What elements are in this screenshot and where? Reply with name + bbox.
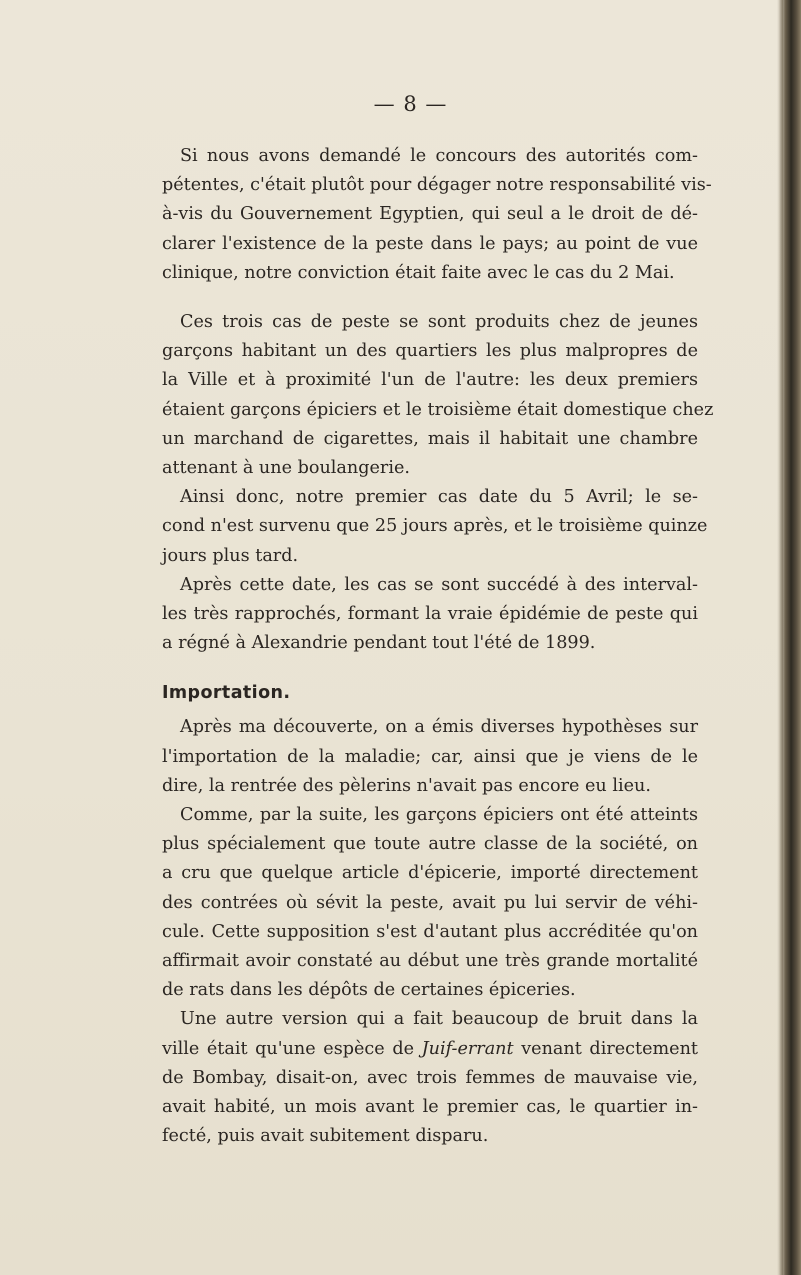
heading-gap bbox=[162, 658, 698, 679]
text-line: Après cette date, les cas se sont succédé à des interval- bbox=[180, 574, 698, 595]
emphasis-juif-errant: Juif-errant bbox=[421, 1038, 514, 1059]
text-line: la Ville et à proximité l'un de l'autre: les deux premiers bbox=[162, 370, 698, 391]
text-line: de rats dans les dépôts de certaines épiceries. bbox=[162, 980, 576, 1001]
text-line: Comme, par la suite, les garçons épiciers ont été atteints bbox=[180, 805, 698, 826]
text-line: a cru que quelque article d'épicerie, importé directement bbox=[162, 863, 698, 884]
text-line: Ces trois cas de peste se sont produits chez de jeunes bbox=[180, 312, 698, 333]
paragraph-3 bbox=[162, 483, 708, 571]
text-line: des contrées où sévit la peste, avait pu lui servir de véhi- bbox=[162, 892, 698, 913]
text-line: Une autre version qui a fait beaucoup de bruit dans la bbox=[180, 1009, 698, 1030]
text-line: avait habité, un mois avant le premier cas, le quartier in- bbox=[162, 1097, 698, 1118]
text-run: venant directement bbox=[513, 1038, 698, 1059]
text-line: à-vis du Gouvernement Egyptien, qui seul a le droit de dé- bbox=[162, 204, 698, 225]
text-line: un marchand de cigarettes, mais il habitait une chambre bbox=[162, 428, 698, 449]
paragraph-4 bbox=[162, 571, 698, 659]
page-number: — 8 — bbox=[373, 92, 448, 116]
text-line: attenant à une boulangerie. bbox=[162, 458, 410, 479]
text-line: plus spécialement que toute autre classe de la société, on bbox=[162, 834, 698, 855]
text-line: l'importation de la maladie; car, ainsi que je viens de le bbox=[162, 746, 698, 767]
paragraph-2 bbox=[162, 308, 714, 483]
text-line: étaient garçons épiciers et le troisième était domestique chez bbox=[162, 399, 714, 420]
text-run: ville était qu'une espèce de bbox=[162, 1038, 422, 1059]
text-line: cond n'est survenu que 25 jours après, et le troisième quinze bbox=[162, 516, 708, 537]
text-line: jours plus tard. bbox=[162, 545, 299, 566]
text-line: cule. Cette supposition s'est d'autant plus accréditée qu'on bbox=[162, 921, 698, 942]
paragraph-7 bbox=[162, 1005, 698, 1151]
paragraph-gap bbox=[162, 288, 698, 308]
text-line: Après ma découverte, on a émis diverses hypothèses sur bbox=[180, 717, 698, 738]
text-line: de Bombay, disait-on, avec trois femmes de mauvaise vie, bbox=[162, 1067, 698, 1088]
text-line: garçons habitant un des quartiers les plus malpropres de bbox=[162, 341, 698, 362]
text-line: affirmait avoir constaté au début une très grande mortalité bbox=[162, 951, 698, 972]
text-line: Ainsi donc, notre premier cas date du 5 Avril; le se- bbox=[180, 487, 698, 508]
text-line: clarer l'existence de la peste dans le pays; au point de vue bbox=[162, 233, 698, 254]
text-line: a régné à Alexandrie pendant tout l'été de 1899. bbox=[162, 633, 596, 654]
text-line: clinique, notre conviction était faite avec le cas du 2 Mai. bbox=[162, 262, 675, 283]
paragraph-5 bbox=[162, 713, 698, 801]
text-line: les très rapprochés, formant la vraie épidémie de peste qui bbox=[162, 604, 698, 625]
text-line: fecté, puis avait subitement disparu. bbox=[162, 1126, 489, 1147]
section-heading: Importation. bbox=[162, 683, 291, 704]
paragraph-1 bbox=[162, 142, 712, 288]
paragraph-6 bbox=[162, 801, 698, 1005]
page-body bbox=[162, 142, 714, 1152]
text-line: dire, la rentrée des pèlerins n'avait pas encore eu lieu. bbox=[162, 775, 651, 796]
text-line: Si nous avons demandé le concours des autorités com- bbox=[180, 146, 698, 166]
book-binding-edge bbox=[779, 0, 801, 1275]
text-line bbox=[162, 1035, 698, 1064]
text-line: pétentes, c'était plutôt pour dégager notre responsabilité vis- bbox=[162, 175, 712, 196]
